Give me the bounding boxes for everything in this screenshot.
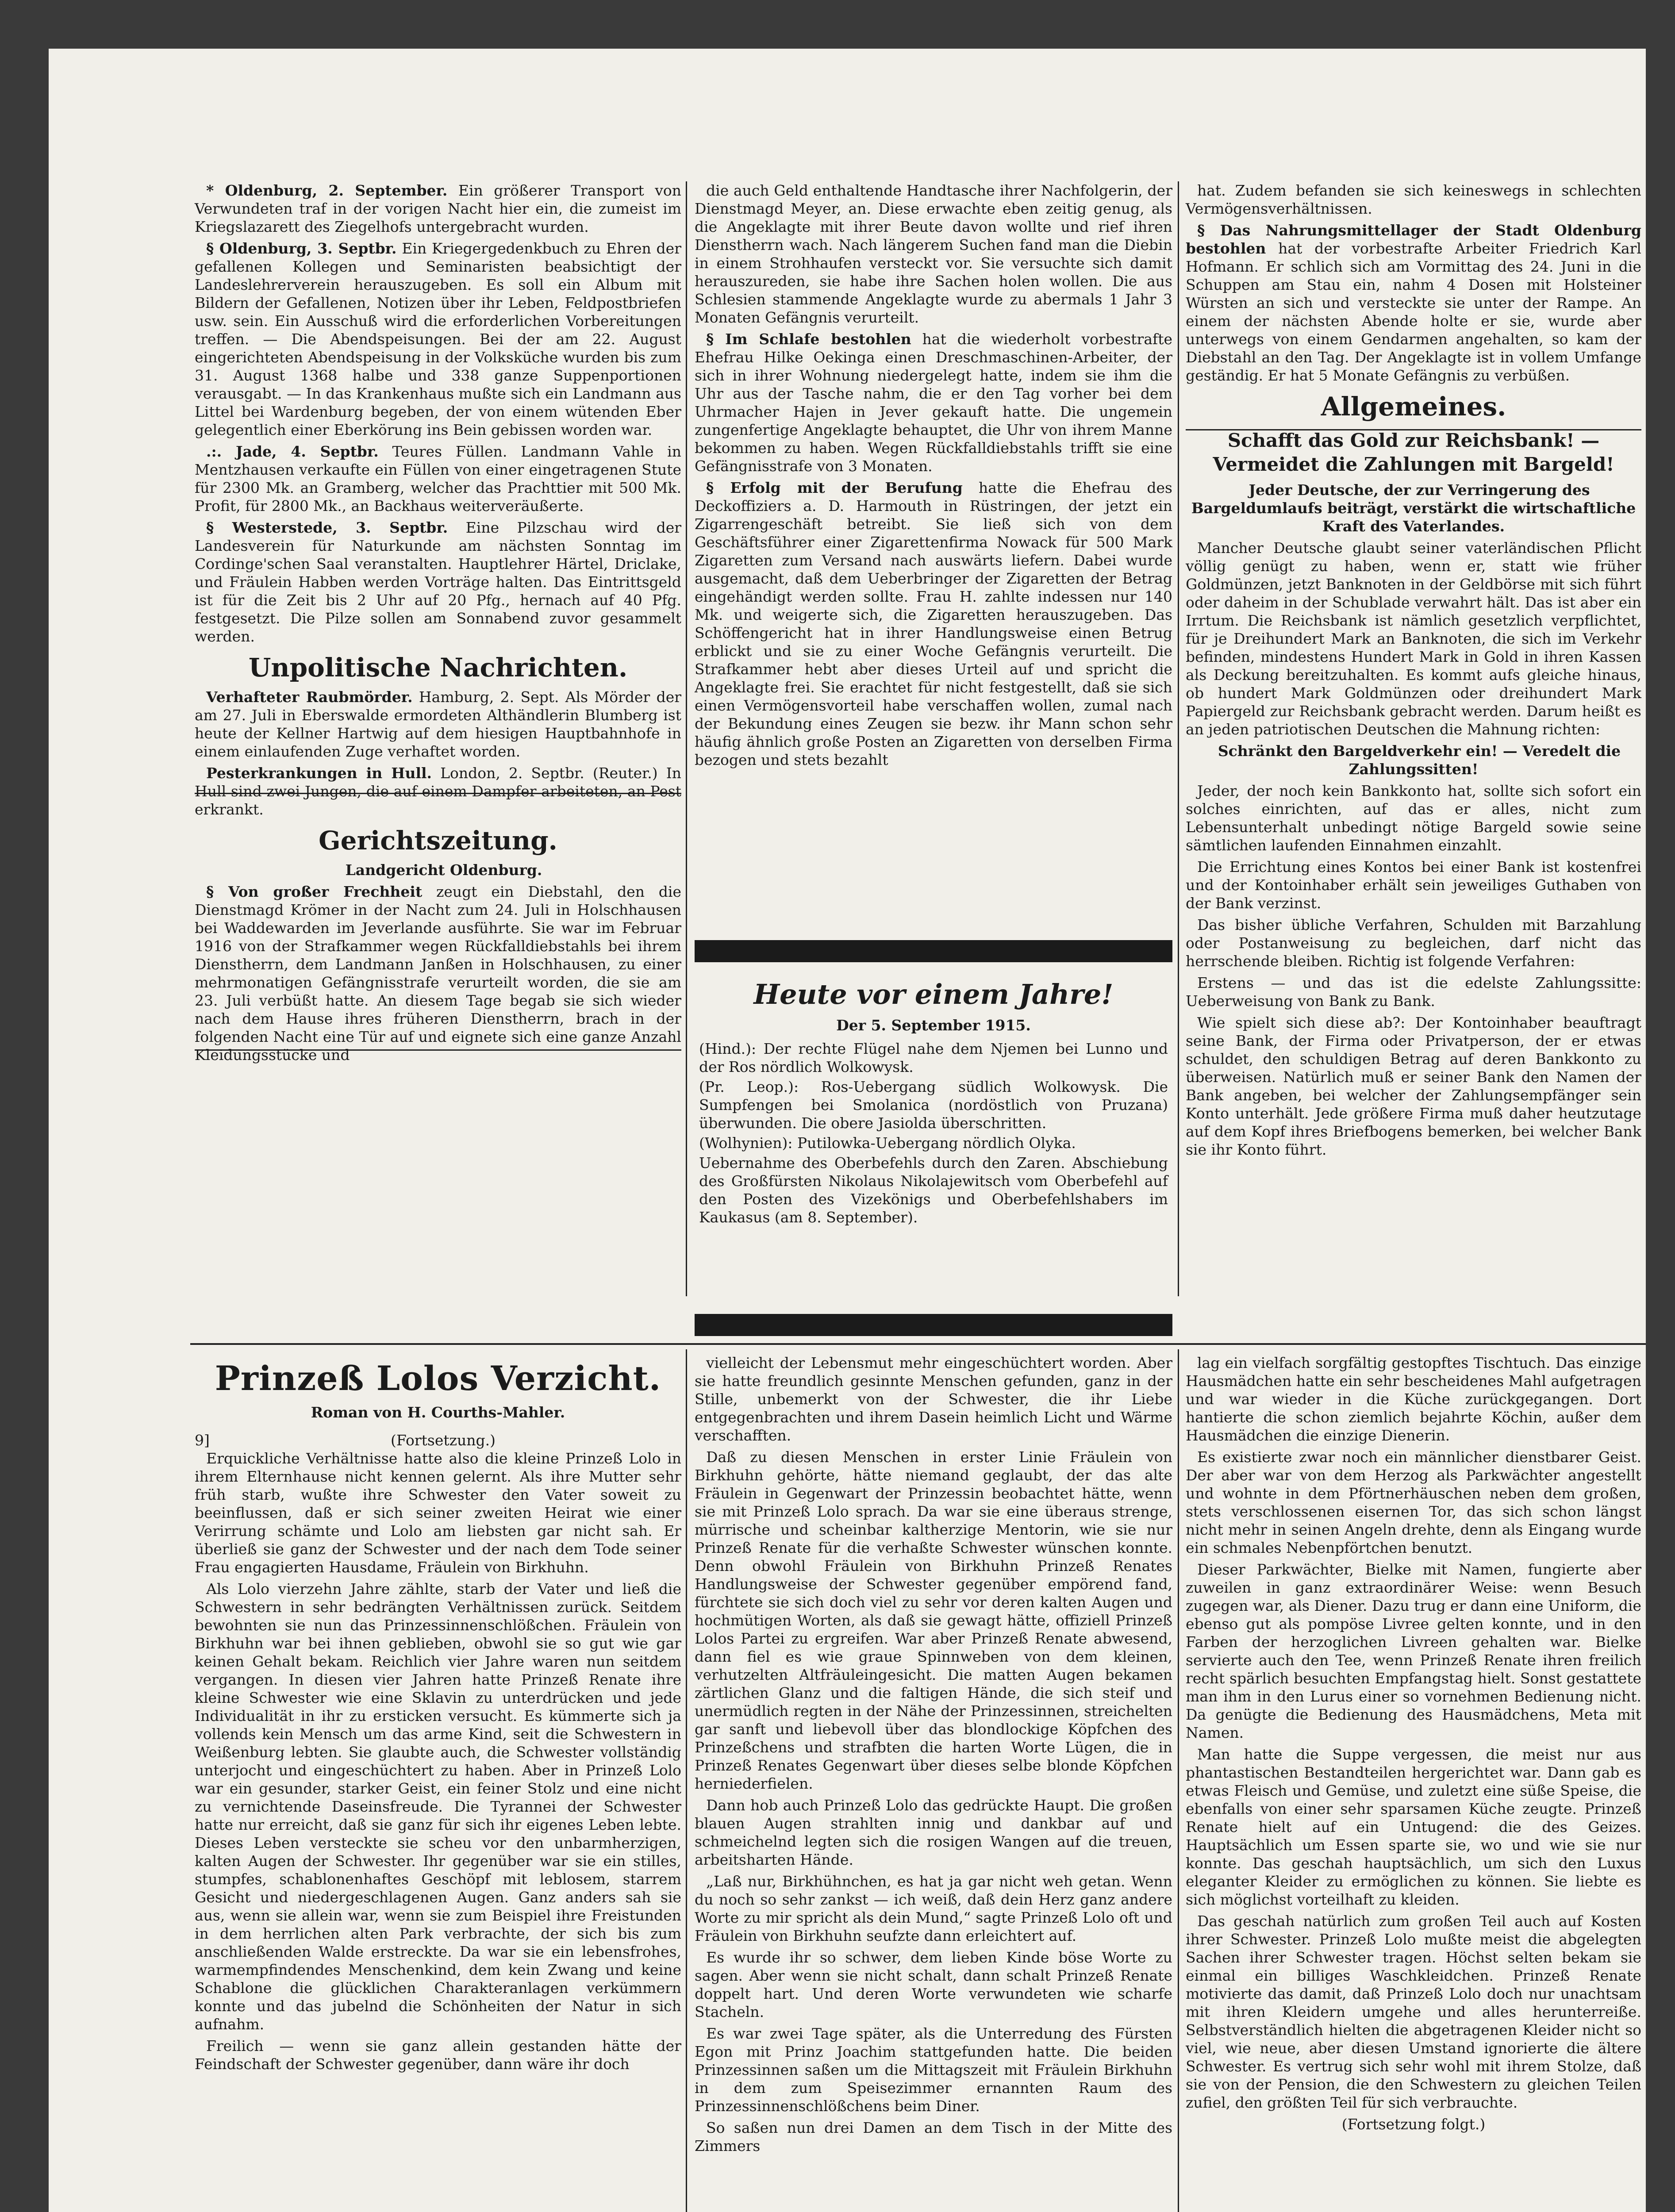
article-paragraph (195, 181, 681, 236)
section-heading: Schafft das Gold zur Reichsbank! — Vermeidet die Zahlungen mit Bargeld! (1213, 430, 1614, 475)
chronik-entry: (Wolhynien): Putilowka-Uebergang nördlich Olyka. (699, 1134, 1076, 1152)
article-paragraph (1186, 1014, 1641, 1159)
column-1-top (195, 181, 681, 1332)
article-paragraph (195, 688, 681, 760)
article-paragraph (1186, 221, 1641, 384)
subheading: Schränkt den Bargeldverkehr ein! — Veredelt die Zahlungssitten! (1218, 742, 1621, 778)
article-text: zeugt ein Diebstahl, den die Dienstmagd Krömer in der Nacht zum 24. Juli in Holschhausen bei Waddewarden im Jeverlande ausführte. Sie war im Februar 1916 von der Strafkammer wegen Rückfalldiebstahls bei ihrem Dienstherrn, dem Landmann Janßen in Holschhausen, zu einer mehrmonatigen Gefängnisstrafe verurteilt worden, die sie am 23. Juli verbüßt hatte. An diesem Tage begab sie sich wieder nach dem Hause ihres früheren Dienstherrn, brach in der folgenden Nacht eine Tür auf und eignete sich eine ganze Anzahl Kleidungsstücke und (195, 883, 681, 1064)
article-lead: § Westerstede, 3. Septbr. (206, 519, 448, 536)
article-paragraph (195, 239, 681, 439)
article-paragraph (195, 518, 681, 645)
section-divider (190, 1343, 1646, 1345)
novel-text-3 (1186, 1354, 1641, 2112)
novel-paragraph: Dann hob auch Prinzeß Lolo das gedrückte Haupt. Die großen blauen Augen strahlten innig und dankbar auf und schmeichelnd legten sich die rosigen Wangen auf die treuen, arbeitsharten Hände. (695, 1797, 1172, 1868)
article-paragraph (195, 764, 681, 818)
novel-column-1 (195, 1354, 681, 2212)
article-paragraph (1186, 181, 1641, 218)
novel-paragraph: Es war zwei Tage später, als die Unterredung des Fürsten Egon mit Prinz Joachim stattgefunden hatte. Die beiden Prinzessinnen saßen um die Mittagszeit mit Fräulein Birkhuhn in dem zum Speisezimmer ernannten Raum des Prinzessinnenschlößchens beim Diner. (695, 2025, 1172, 2115)
continuation-note: (Fortsetzung.) (391, 1432, 496, 1449)
article-text: hat. Zudem befanden sie sich keineswegs in schlechten Vermögensverhältnissen. (1186, 182, 1641, 217)
article-paragraph (195, 883, 681, 1064)
chronik-top-bar (695, 940, 1172, 962)
chronik-entry: Uebernahme des Oberbefehls durch den Zaren. Abschiebung des Großfürsten Nikolaus Nikolajewitsch vom Oberbefehl auf den Posten des Vizekönigs und Oberbefehlshabers im Kaukasus (am 8. September). (699, 1154, 1168, 1226)
novel-paragraph: lag ein vielfach sorgfältig gestopftes Tischtuch. Das einzige Hausmädchen hatte ein sehr bescheidenes Mahl aufgetragen und war wieder in die Küche zurückgegangen. Dort hantierte die schon ziemlich bejahrte Köchin, außer dem Hausmädchen die einzige Dienerin. (1186, 1354, 1641, 1444)
article-paragraph (1186, 539, 1641, 738)
novel-paragraph: Es existierte zwar noch ein männlicher dienstbarer Geist. Der aber war von dem Herzog als Parkwächter angestellt und wohnte in dem Pförtnerhäuschen neben dem großen, stets verschlossenen eisernen Tor, das sich schon längst nicht mehr in seinen Angeln drehte, denn als Eingang wurde ein schmales Nebenpförtchen benutzt. (1186, 1448, 1641, 1556)
article-lead: * Oldenburg, 2. September. (206, 182, 448, 199)
chronik-title: Heute vor einem Jahre! (753, 978, 1114, 1010)
article-paragraph (195, 442, 681, 515)
article-paragraph (695, 479, 1172, 769)
novel-byline: Roman von H. Courths-Mahler. (311, 1404, 565, 1421)
novel-text-1 (195, 1449, 681, 2073)
novel-title: Prinzeß Lolos Verzicht. (215, 1359, 661, 1398)
chronik-entry: (Hind.): Der rechte Flügel nahe dem Njemen bei Lunno und der Ros nördlich Wolkowysk. (699, 1040, 1168, 1075)
novel-paragraph: Erquickliche Verhältnisse hatte also die kleine Prinzeß Lolo in ihrem Elternhause nicht kennen gelernt. Als ihre Mutter sehr früh starb, wußte ihre Schwester den Vater soweit zu beeinflussen, daß er sich seiner zweiten Heirat wie einer Verirrung schämte und Lolo am liebsten gar nicht sah. Er überließ sie ganz der Schwester und der nach dem Tode seiner Frau engagierten Hausdame, Fräulein von Birkhuhn. (195, 1450, 681, 1576)
novel-paragraph: vielleicht der Lebensmut mehr eingeschüchtert worden. Aber sie hatte freundlich gesinnte Menschen gefunden, ganz in der Stille, unbemerkt von der Schwester, die ihr Liebe entgegenbrachten und ihrem Dasein heimlich Licht und Wärme verschafften. (695, 1354, 1172, 1444)
chronik-entry: (Pr. Leop.): Ros-Uebergang südlich Wolkowysk. Die Sumpfengen bei Smolanica (nordöstlich von Pruzana) überwunden. Die obere Jasiolda überschritten. (699, 1078, 1168, 1132)
article-paragraph (1186, 974, 1641, 1010)
column-divider (1178, 1349, 1179, 2212)
section-heading: Unpolitische Nachrichten. (248, 653, 628, 683)
article-paragraph (695, 330, 1172, 475)
column-3-top (1186, 181, 1641, 1340)
section-heading: Allgemeines. (1321, 392, 1506, 422)
article-text: Mancher Deutsche glaubt seiner vaterländischen Pflicht völlig genügt zu haben, wenn er, statt wie früher Goldmünzen, jetzt Banknoten in der Geldbörse mit sich führt oder daheim in der Schublade verwahrt hält. Das ist aber ein Irrtum. Die Reichsbank ist nämlich gesetzlich verpflichtet, für je Dreihundert Mark an Banknoten, die sich im Verkehr befinden, mindestens Hundert Mark in Gold in ihren Kassen als Deckung bereitzuhalten. Es kommt aufs gleiche hinaus, ob hundert Mark Goldmünzen oder dreihundert Mark Papiergeld zur Reichsbank gebracht werden. Darum heißt es an jeden patriotischen Deutschen die Mahnung richten: (1186, 539, 1641, 738)
article-text: Erstens — und das ist die edelste Zahlungssitte: Ueberweisung von Bank zu Bank. (1186, 974, 1641, 1010)
novel-column-3 (1186, 1354, 1641, 2212)
newspaper-page (49, 49, 1646, 2212)
novel-paragraph: Als Lolo vierzehn Jahre zählte, starb der Vater und ließ die Schwestern in sehr bedrängten Verhältnissen zurück. Seitdem bewohnten sie nun das Prinzessinnenschlößchen. Fräulein von Birkhuhn war bei ihnen geblieben, obwohl sie so gut wie gar keinen Gehalt bekam. Reichlich vier Jahre waren nun seitdem vergangen. In diesen vier Jahren hatte Prinzeß Renate ihre kleine Schwester wie eine Sklavin zu unterdrücken und jede Individualität in ihr zu ersticken versucht. Es kümmerte sich ja vollends kein Mensch um das arme Kind, seit die Schwestern in Weißenburg lebten. Sie glaubte auch, die Schwester vollständig unterjocht und eingeschüchtert zu haben. Aber in Prinzeß Lolo war ein gesunder, starker Geist, ein feiner Stolz und eine nicht zu vernichtende Daseinsfreude. Die Tyrannei der Schwester hatte nur erreicht, daß sie ganz für sich ihr eigenes Leben lebte. Dieses Leben versteckte sie scheu vor den unbarmherzigen, kalten Augen der Schwester. Ihr gegenüber war sie ein stilles, stumpfes, schablonenhaftes Geschöpf mit leblosem, starrem Gesicht und niedergeschlagenen Augen. Ganz anders sah sie aus, wenn sie allein war, wenn sie zum Beispiel ihre Freistunden in dem herrlichen alten Park verbrachte, der sich bis zum anschließenden Walde erstreckte. Da war sie ein lebensfrohes, warmempfindendes Menschenkind, dem kein Zwang und keine Schablone die glücklichen Charakteranlagen verkümmern konnte und das jubelnd die Schönheiten der Natur in sich aufnahm. (195, 1580, 681, 2033)
chronik-box (699, 971, 1168, 1281)
article-text: Eine Pilzschau wird der Landesverein für Naturkunde am nächsten Sonntag im Cordinge'schen Saal veranstalten. Hauptlehrer Härtel, Driclake, und Fräulein Habben werden Vorträge halten. Das Eintrittsgeld ist für die Zeit bis 2 Uhr auf 20 Pfg., hernach auf 40 Pfg. festgesetzt. Die Pilze sollen am Sonnabend zuvor gesammelt werden. (195, 519, 682, 645)
article-lead: Verhafteter Raubmörder. (206, 688, 413, 706)
article-lead: § Oldenburg, 3. Septbr. (206, 240, 397, 257)
article-text: Teures Füllen. Landmann Vahle in Mentzhausen verkaufte ein Füllen von einer eingetragenen Stute für 2300 Mk. an Gramberg, welcher das Prachttier mit 500 Mk. Profit, für 2800 Mk., an Backhaus weiterveräußerte. (195, 443, 681, 515)
novel-paragraph: Daß zu diesen Menschen in erster Linie Fräulein von Birkhuhn gehörte, hätte niemand geglaubt, der das alte Fräulein in Gegenwart der Prinzessin beobachtet hätte, wenn sie mit Prinzeß Lolo sprach. Da war sie eine überaus strenge, mürrische und scheinbar kaltherzige Mentorin, wie sie nur Prinzeß Renate für die verhaßte Schwester wünschen konnte. Denn obwohl Fräulein von Birkhuhn Prinzeß Renates Handlungsweise der Schwester gegenüber empörend fand, fürchtete sie sich doch viel zu sehr vor deren kalten Augen und hochmütigen Worten, als daß sie gewagt hätte, offiziell Prinzeß Lolos Partei zu ergreifen. War aber Prinzeß Renate abwesend, dann fiel es wie graue Spinnweben von dem kleinen, verhutzelten Altfräuleingesicht. Die matten Augen bekamen zärtlichen Glanz und die faltigen Hände, die sich steif und unermüdlich regten in der Nähe der Prinzessinnen, streichelten gar sanft und liebevoll über das blondlockige Köpfchen des Prinzeßchens und strafbten die harten Worte Lügen, die in Prinzeß Renates Gegenwart über dieses selbe blonde Köpfchen herniederfielen. (695, 1448, 1172, 1792)
column-divider (1178, 181, 1179, 1296)
novel-paragraph: Man hatte die Suppe vergessen, die meist nur aus phantastischen Bestandteilen hergerichtet war. Dann gab es etwas Fleisch und Gemüse, und zuletzt eine süße Speise, die ebenfalls von einer sehr sparsamen Küche zeugte. Prinzeß Renate hielt auf ein Untugend: die des Geizes. Hauptsächlich um Essen sparte sie, wo und wie sie nur konnte. Das geschah hauptsächlich, um sich den Luxus eleganter Kleider zu ermöglichen zu können. Sie liebte es sich möglichst vorteilhaft zu kleiden. (1186, 1746, 1641, 1908)
article-lead: .:. Jade, 4. Septbr. (206, 443, 379, 460)
novel-paragraph: „Laß nur, Birkhühnchen, es hat ja gar nicht weh getan. Wenn du noch so sehr zankst — ich weiß, daß dein Herz ganz andere Worte zu mir spricht als dein Mund,“ sagte Prinzeß Lolo oft und Fräulein von Birkhuhn seufzte dann erleichtert auf. (695, 1873, 1172, 1944)
article-paragraph (1186, 858, 1641, 912)
article-text: Die Errichtung eines Kontos bei einer Bank ist kostenfrei und der Kontoinhaber erhält sein jeweiliges Guthaben von der Bank verzinst. (1186, 858, 1641, 912)
article-paragraph (695, 181, 1172, 326)
article-text: Jeder, der noch kein Bankkonto hat, sollte sich sofort ein solches einrichten, auf das er alles, nicht zum Lebensunterhalt unbedingt nötige Bargeld sowie seine sämtlichen laufenden Einnahmen einzahlt. (1186, 782, 1641, 854)
novel-paragraph: Es wurde ihr so schwer, dem lieben Kinde böse Worte zu sagen. Aber wenn sie nicht schalt, dann schalt Prinzeß Renate doppelt hart. Und deren Worte verwundeten wie scharfe Stacheln. (695, 1949, 1172, 2020)
article-text: hat der vorbestrafte Arbeiter Friedrich Karl Hofmann. Er schlich sich am Vormittag des 24. Juni in die Schuppen am Stau ein, nahm 4 Dosen mit Holsteiner Würsten an sich und versteckte sie unter der Rampe. An einem der nächsten Abende holte er sie, wurde aber unterwegs von einem Gendarmen angehalten, so kam der Diebstahl an den Tag. Der Angeklagte ist in vollem Umfange geständig. Er hat 5 Monate Gefängnis zu verbüßen. (1186, 240, 1641, 384)
chronik-bottom-bar (695, 1314, 1172, 1336)
novel-paragraph: So saßen nun drei Damen an dem Tisch in der Mitte des Zimmers (695, 2119, 1172, 2154)
article-text: Wie spielt sich diese ab?: Der Kontoinhaber beauftragt seine Bank, der Firma oder Privatperson, der er etwas schuldet, den schuldigen Betrag auf deren Bankkonto zu überweisen. Natürlich muß er seiner Bank den Namen der Bank angeben, bei welcher der Zahlungsempfänger sein Konto unterhält. Jede größere Firma muß daher heutzutage auf dem Kopf ihres Briefbogens bemerken, bei welcher Bank sie ihr Konto führt. (1186, 1014, 1641, 1158)
article-lead: Pesterkrankungen in Hull. (206, 764, 432, 782)
column-divider (686, 181, 687, 1296)
article-text: hatte die Ehefrau des Deckoffiziers a. D. Harmouth in Rüstringen, der jetzt ein Zigarrengeschäft betreibt. Sie ließ sich von dem Geschäftsführer einer Zigarettenfirma Nowack für 500 Mark Zigaretten zum Versand nach auswärts liefern. Dabei wurde ausgemacht, daß dem Ueberbringer der Zigaretten der Betrag eingehändigt werden sollte. Frau H. zahlte indessen nur 140 Mk. und weigerte sich, die Zigaretten herauszugeben. Das Schöffengericht hat in ihrer Handlungsweise einen Betrug erblickt und sie zu einer Woche Gefängnis verurteilt. Die Strafkammer hebt aber dieses Urteil auf und spricht die Angeklagte frei. Sie erachtet für nicht festgestellt, daß sie sich einen Vermögensvorteil habe verschaffen wollen, zumal nach der Bekundung eines Zeugen sie bezw. ihr Mann schon sehr häufig ähnlich große Posten an Zigaretten von derselben Firma bezogen und stets bezahlt (695, 479, 1172, 768)
subheading: Landgericht Oldenburg. (345, 861, 542, 879)
article-text: Ein Kriegergedenkbuch zu Ehren der gefallenen Kollegen und Seminaristen beabsichtigt der Landeslehrerverein herauszugeben. Es soll ein Album mit Bildern der Gefallenen, Notizen über ihr Leben, Feldpostbriefen usw. sein. Ein Ausschuß wird die erforderlichen Vorbereitungen treffen. — Die Abendspeisungen. Bei der am 22. August eingerichteten Abendspeisung in der Volksküche wurden bis zum 31. August 1368 halbe und 338 ganze Suppenportionen verausgabt. — In das Krankenhaus mußte sich ein Landmann aus Littel bei Wardenburg begeben, der von einem wütenden Eber gelegentlich einer Eberkörung ins Bein gebissen worden war. (195, 240, 681, 438)
article-text: London, 2. Septbr. (Reuter.) In Hull sind zwei Jungen, die auf einem Dampfer arbeiteten, an Pest erkrankt. (195, 764, 681, 818)
novel-subhead (195, 1431, 681, 1449)
novel-paragraph: Dieser Parkwächter, Bielke mit Namen, fungierte aber zuweilen in ganz extraordinärer Weise: wenn Besuch zugegen war, als Diener. Dazu trug er dann eine Uniform, die ebenso gut als pompöse Livree gelten konnte, und in den Farben der herzoglichen Livreen gehalten war. Bielke servierte auch den Tee, wenn Prinzeß Renate ihren freilich recht spärlich besuchten Empfangstag hielt. Sonst gestattete man ihm in den Lurus einer so vornehmen Bedienung nicht. Da genügte die Bedienung des Hausmädchens, Meta mit Namen. (1186, 1561, 1641, 1741)
article-lead: § Von großer Frechheit (206, 883, 423, 900)
subheading: Jeder Deutsche, der zur Verringerung des Bargeldumlaufs beiträgt, verstärkt die wirtschaftliche Kraft des Vaterlandes. (1191, 481, 1636, 535)
novel-paragraph: Das geschah natürlich zum großen Teil auch auf Kosten ihrer Schwester. Prinzeß Lolo mußte meist die abgelegten Sachen ihrer Schwester tragen. Höchst selten bekam sie einmal ein billiges Waschkleidchen. Prinzeß Renate motivierte das damit, daß Prinzeß Lolo doch nur unachtsam mit ihren Kleidern umgehe und alles herunterreiße. Selbstverständlich hielten die abgetragenen Kleider nicht so viel, wie neue, aber diesen Umstand ignorierte die ältere Schwester. Es vertrug sich sehr wohl mit ihrem Stolze, daß sie von der Pension, die den Schwestern zu gleichen Teilen zufiel, den größten Teil für sich verbrauchte. (1186, 1912, 1641, 2111)
column-divider (686, 1349, 687, 2212)
article-text: hat die wiederholt vorbestrafte Ehefrau Hilke Oekinga einen Dreschmaschinen-Arbeiter, der sich in ihrer Wohnung niedergelegt hatte, indem sie ihm die Uhr aus der Tasche nahm, die er den Tag vorher bei dem Uhrmacher Hajen in Jever gekauft hatte. Die ungemein zungenfertige Angeklagte behauptet, die Uhr von ihrem Manne bekommen zu haben. Wegen Rückfalldiebstahls trifft sie eine Gefängnisstrafe von 3 Monaten. (695, 330, 1172, 475)
chronik-entries (699, 1040, 1168, 1226)
article-lead: § Erfolg mit der Berufung (706, 479, 963, 496)
article-text: die auch Geld enthaltende Handtasche ihrer Nachfolgerin, der Dienstmagd Meyer, an. Diese erwachte eben zeitig genug, als die Angeklagte mit ihrer Beute davon wollte und rief ihren Dienstherrn wach. Nach längerem Suchen fand man die Diebin in einem Strohhaufen versteckt vor. Sie versuchte sich damit herauszureden, sie habe ihre Sachen holen wollen. Die aus Schlesien stammende Angeklagte wurde zu abermals 1 Jahr 3 Monaten Gefängnis verurteilt. (695, 182, 1172, 326)
article-lead: § Das Nahrungsmittellager der Stadt Oldenburg bestohlen (1186, 222, 1641, 257)
chronik-date: Der 5. September 1915. (836, 1017, 1031, 1034)
chapter-number: 9] (195, 1432, 210, 1449)
article-text: Das bisher übliche Verfahren, Schulden mit Barzahlung oder Postanweisung zu begleichen, darf nicht das herrschende bleiben. Richtig ist folgende Verfahren: (1186, 916, 1641, 970)
article-text: Ein größerer Transport von Verwundeten traf in der vorigen Nacht hier ein, die zumeist im Kriegslazarett des Ziegelhofs untergebracht wurden. (195, 182, 681, 235)
article-text: Hamburg, 2. Sept. Als Mörder der am 27. Juli in Eberswalde ermordeten Althändlerin Blumberg ist heute der Kellner Hartwig auf dem hiesigen Hauptbahnhofe in einem einlaufenden Zuge verhaftet worden. (195, 688, 681, 760)
article-lead: § Im Schlafe bestohlen (706, 330, 911, 348)
to-be-continued: (Fortsetzung folgt.) (1341, 2116, 1486, 2133)
article-paragraph (1186, 782, 1641, 854)
column-2-top (695, 181, 1172, 978)
novel-column-2 (695, 1354, 1172, 2212)
article-paragraph (1186, 916, 1641, 970)
section-heading: Gerichtszeitung. (319, 826, 557, 856)
novel-paragraph: Freilich — wenn sie ganz allein gestanden hätte der Feindschaft der Schwester gegenüber, dann wäre ihr doch (195, 2037, 681, 2073)
